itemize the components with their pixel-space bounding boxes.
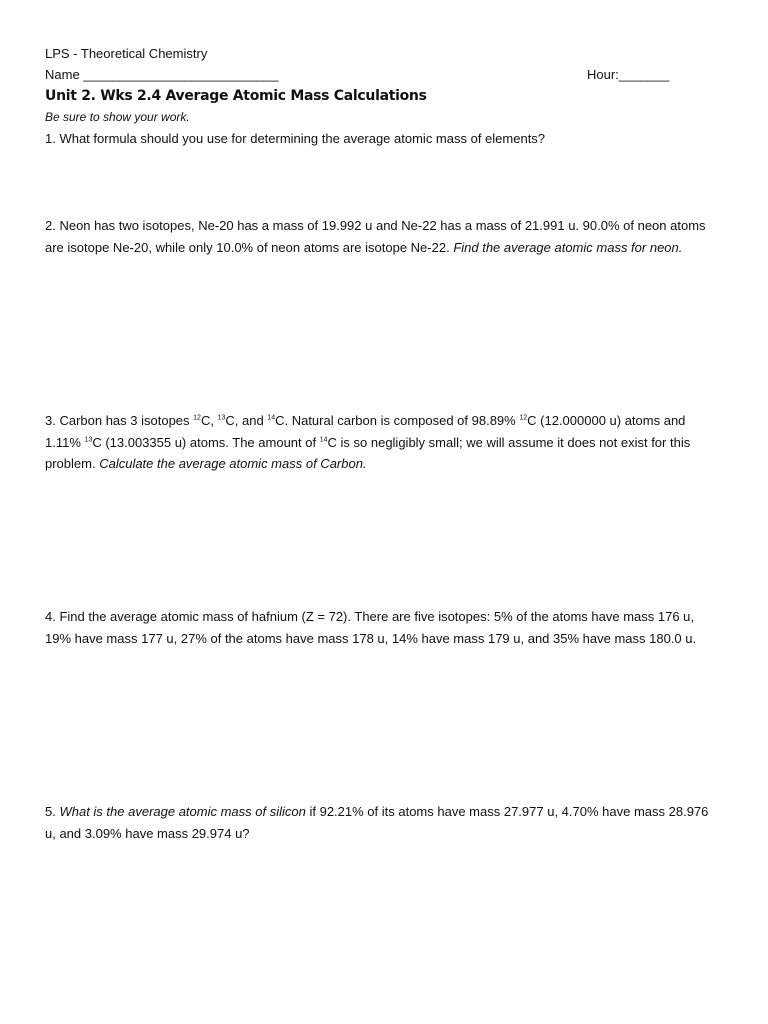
question-5-task: What is the average atomic mass of silicon xyxy=(59,804,306,819)
question-4-text: 4. Find the average atomic mass of hafnium (Z = 72). There are five isotopes: 5% of the atoms have mass 176 u, 19% have mass 177 u, 27% of the atoms have mass 178 u, 14% have mass 179 u, and 35% have mass 180.0 u. xyxy=(45,609,697,646)
course-name: LPS - Theoretical Chemistry xyxy=(45,46,208,61)
question-1-text: 1. What formula should you use for determining the average atomic mass of elements? xyxy=(45,131,546,146)
question-3-text: 3. Carbon has 3 isotopes xyxy=(45,413,194,428)
question-3 xyxy=(45,410,717,475)
question-3-text: C. Natural carbon is composed of 98.89% xyxy=(275,413,520,428)
question-5-number: 5. xyxy=(45,804,56,819)
question-2-text: 2. Neon has two isotopes, Ne-20 has a mass of 19.992 u and Ne-22 has a mass of 21.991 u. 90.0% of neon atoms are isotope Ne-20, while only 10.0% of neon atoms are isotope Ne-22. xyxy=(45,218,706,255)
question-5-text: if 92.21% of its atoms have mass 27.977 u, 4.70% have mass 28.976 u, and 3.09% have mass 29.974 u? xyxy=(45,804,709,841)
mass-number: 14 xyxy=(267,414,276,422)
mass-number: 12 xyxy=(193,414,201,422)
question-3-text: C (12.000000 u) atoms and 1.11% xyxy=(45,413,686,450)
question-4 xyxy=(45,606,717,649)
question-2 xyxy=(45,215,717,258)
instruction-text: Be sure to show your work. xyxy=(45,110,190,124)
question-3-text: C is so negligibly small; we will assume it does not exist for this problem. xyxy=(45,434,691,471)
question-5 xyxy=(45,801,717,844)
mass-number: 13 xyxy=(217,414,226,422)
mass-number: 12 xyxy=(519,414,528,422)
mass-number: 14 xyxy=(319,436,328,444)
hour-line: Hour:_______ xyxy=(587,67,670,82)
question-2-task: Find the average atomic mass for neon. xyxy=(453,239,683,255)
mass-number: 13 xyxy=(84,436,93,444)
question-3-task: Calculate the average atomic mass of Carbon. xyxy=(99,456,367,471)
worksheet-title: Unit 2. Wks 2.4 Average Atomic Mass Calculations xyxy=(45,88,427,104)
question-1 xyxy=(45,128,717,150)
question-3-text: C, and xyxy=(225,413,268,428)
question-3-text: C (13.003355 u) atoms. The amount of xyxy=(92,434,320,450)
question-3-text: C, xyxy=(200,413,218,428)
name-line: Name ___________________________ xyxy=(45,67,279,82)
